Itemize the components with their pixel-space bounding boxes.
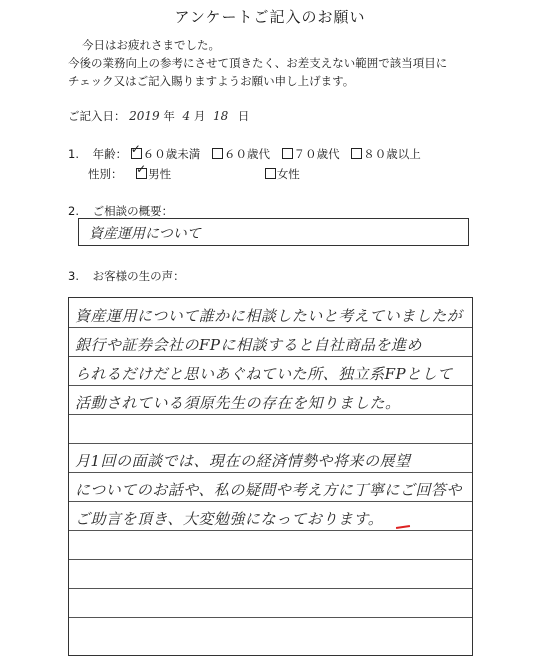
age-option-under-60[interactable]: ✓ ６０歳未満 — [131, 146, 201, 162]
customer-voice-field[interactable] — [68, 297, 473, 656]
ruled-line — [69, 617, 472, 618]
age-option-70s[interactable]: ７０歳代 — [282, 146, 340, 162]
q2-heading — [68, 203, 173, 219]
voice-line-8: ご助言を頂き、大変勉強になっております。 — [75, 510, 384, 528]
date-label: ご記入日： — [68, 109, 126, 123]
age-option-80-plus[interactable]: ８０歳以上 — [351, 146, 421, 162]
date-year-unit: 年 — [163, 109, 175, 123]
age-row — [68, 146, 429, 162]
gender-label: 性別： — [88, 167, 123, 181]
q2-label: ご相談の概要： — [92, 204, 174, 218]
checkbox-icon[interactable] — [265, 168, 276, 179]
q3-heading — [68, 268, 185, 284]
voice-line-4: 活動されている須原先生の存在を知りました。 — [75, 394, 401, 412]
age-label: 年齢： — [92, 147, 128, 161]
voice-line-3: られるだけだと思いあぐねていた所、独立系FPとして — [75, 365, 453, 383]
ruled-line — [69, 559, 472, 560]
consult-summary-field[interactable] — [78, 218, 469, 246]
checkbox-icon[interactable] — [131, 148, 142, 159]
form-title: アンケートご記入のお願い — [174, 8, 366, 26]
date-row — [68, 108, 249, 124]
ruled-line — [69, 414, 472, 415]
date-month[interactable]: 4 — [182, 109, 191, 123]
voice-line-7: についてのお話や、私の疑問や考え方に丁寧にご回答や — [75, 481, 462, 499]
voice-line-2: 銀行や証券会社のFPに相談すると自社商品を進め — [75, 336, 423, 354]
ruled-line — [69, 501, 472, 502]
voice-line-6: 月1回の面談では、現在の経済情勢や将来の展望 — [75, 452, 411, 470]
q3-number: 3. — [68, 269, 79, 283]
ruled-line — [69, 588, 472, 589]
ruled-line — [69, 472, 472, 473]
ruled-line — [69, 530, 472, 531]
gender-option-male[interactable]: ✓ 男性 — [136, 166, 171, 182]
ruled-line — [69, 356, 472, 357]
voice-line-1: 資産運用について誰かに相談したいと考えていましたが — [75, 307, 463, 325]
q2-number: 2. — [68, 204, 79, 218]
date-day[interactable]: 18 — [212, 109, 229, 123]
checkbox-icon[interactable] — [282, 148, 293, 159]
date-month-unit: 月 — [193, 109, 206, 123]
gender-option-female[interactable]: 女性 — [265, 166, 300, 182]
intro-line-3: チェック又はご記入賜りますようお願い申し上げます。 — [68, 74, 355, 88]
date-year[interactable]: 2019 — [129, 109, 160, 123]
date-day-unit: 日 — [237, 109, 250, 123]
checkbox-icon[interactable] — [212, 148, 223, 159]
consult-summary-text: 資産運用について — [89, 226, 201, 242]
checkbox-icon[interactable] — [136, 168, 147, 179]
intro-line-2: 今後の業務向上の参考にさせて頂きたく、お差支えない範囲で該当項目に — [68, 56, 448, 70]
intro-text — [68, 36, 508, 90]
ruled-line — [69, 385, 472, 386]
ruled-line — [69, 327, 472, 328]
age-option-60s[interactable]: ６０歳代 — [212, 146, 270, 162]
q1-number: 1. — [68, 147, 79, 161]
checkbox-icon[interactable] — [351, 148, 362, 159]
gender-row — [88, 166, 308, 182]
ruled-line — [69, 443, 472, 444]
intro-line-1: 今日はお疲れさまでした。 — [82, 38, 220, 52]
q3-label: お客様の生の声： — [92, 269, 185, 283]
